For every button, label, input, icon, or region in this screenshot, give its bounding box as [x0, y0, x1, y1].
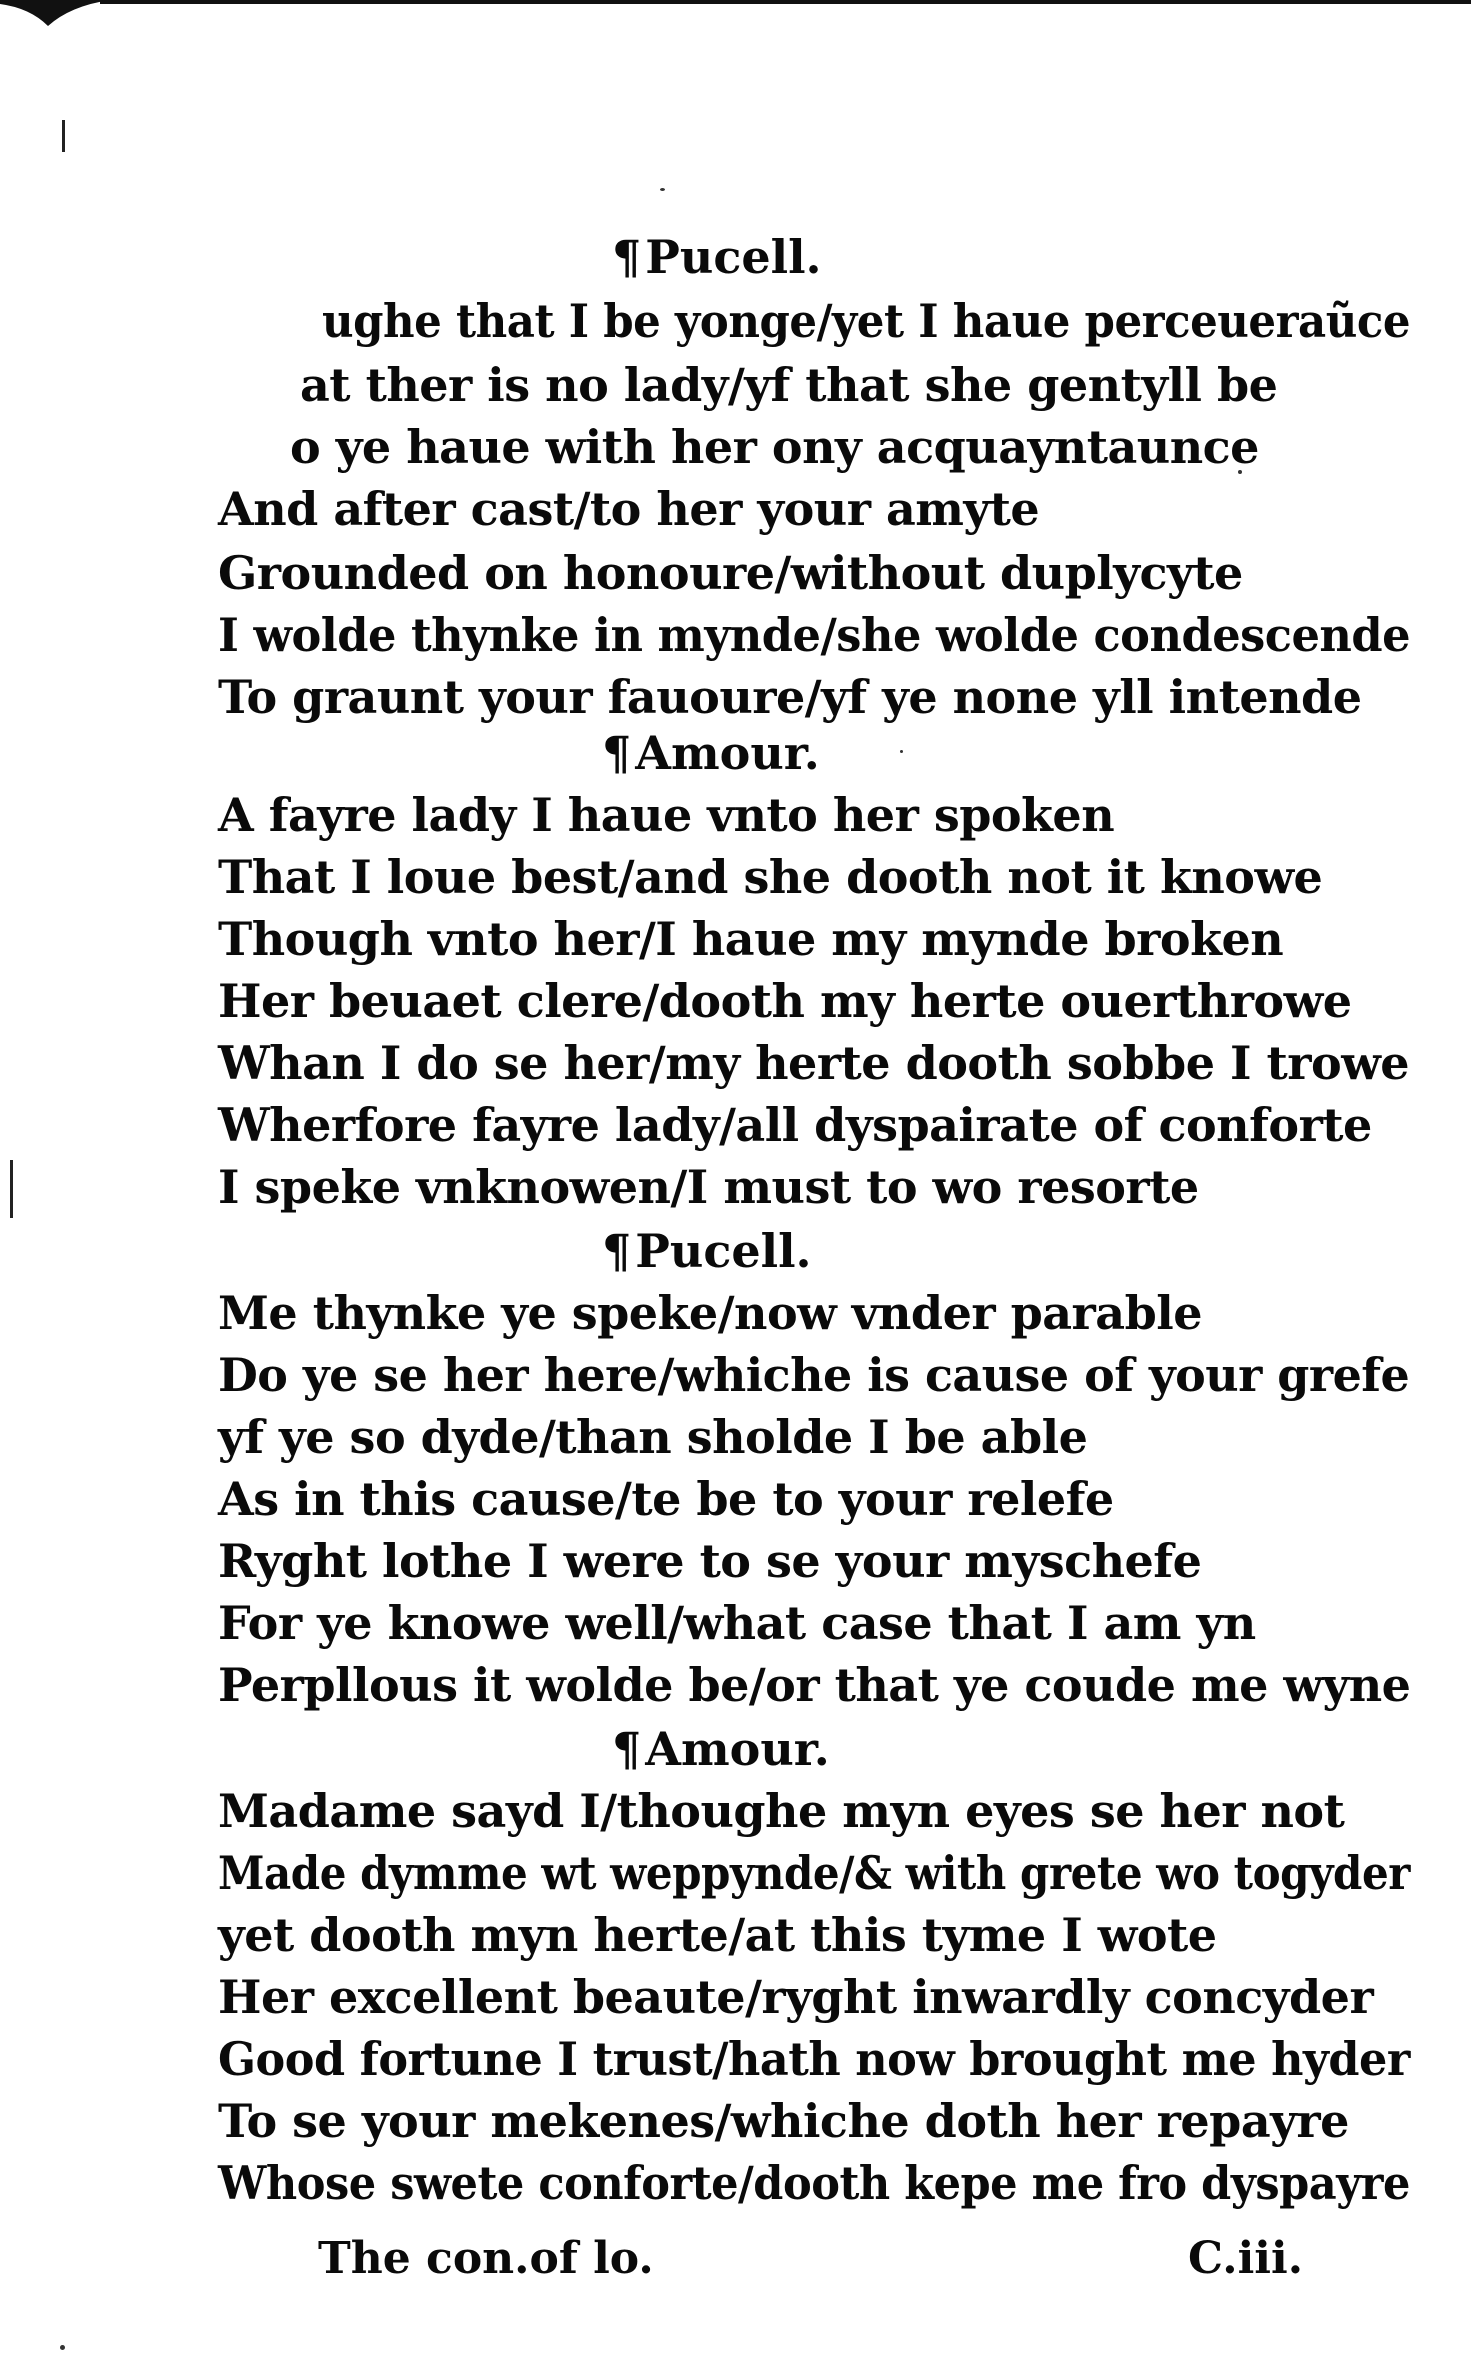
- verse-line: And after cast/to her your amyte: [218, 482, 1040, 536]
- margin-mark: [10, 1160, 13, 1218]
- verse-line: Madame sayd I/thoughe myn eyes se her not: [218, 1784, 1345, 1838]
- verse-line: That I loue best/and she dooth not it knowe: [218, 850, 1323, 904]
- pilcrow-mark: ¶: [612, 230, 642, 284]
- verse-line: Whose swete conforte/dooth kepe me fro dyspayre: [218, 2156, 1410, 2210]
- verse-line: For ye knowe well/what case that I am yn: [218, 1596, 1256, 1650]
- verse-line: Though vnto her/I haue my mynde broken: [218, 912, 1284, 966]
- speaker-name: Pucell.: [635, 1224, 812, 1278]
- verse-line: To se your mekenes/whiche doth her repayre: [218, 2094, 1349, 2148]
- top-edge-line: [100, 0, 1471, 4]
- signature-mark: C.iii.: [1188, 2233, 1304, 2284]
- speaker-heading: [612, 1720, 830, 1778]
- pilcrow-mark: ¶: [602, 1224, 632, 1278]
- verse-line: at ther is no lady/yf that she gentyll be: [300, 358, 1278, 412]
- speaker-heading: [602, 724, 820, 782]
- speaker-name: Amour.: [645, 1722, 830, 1776]
- verse-line: Good fortune I trust/hath now brought me hyder: [218, 2032, 1410, 2086]
- speaker-heading: [612, 228, 822, 286]
- verse-line: I wolde thynke in mynde/she wolde condescende: [218, 608, 1411, 662]
- speaker-heading: [602, 1222, 812, 1280]
- verse-line: yet dooth myn herte/at this tyme I wote: [218, 1908, 1217, 1962]
- ink-speck: [60, 2345, 65, 2350]
- verse-line: ughe that I be yonge/yet I haue perceueraũce: [322, 294, 1411, 348]
- verse-line: I speke vnknowen/I must to wo resorte: [218, 1160, 1199, 1214]
- speaker-name: Amour.: [635, 726, 820, 780]
- ink-speck: [660, 188, 665, 191]
- verse-line: Her beuaet clere/dooth my herte ouerthrowe: [218, 974, 1352, 1028]
- catchword: The con.of lo.: [318, 2233, 654, 2284]
- verse-line: Me thynke ye speke/now vnder parable: [218, 1286, 1203, 1340]
- verse-line: o ye haue with her ony acquayntaunce: [290, 420, 1259, 474]
- verse-line: Ryght lothe I were to se your myschefe: [218, 1534, 1202, 1588]
- ink-speck: [900, 750, 903, 753]
- speaker-name: Pucell.: [645, 230, 822, 284]
- verse-line: As in this cause/te be to your relefe: [218, 1472, 1114, 1526]
- verse-line: Do ye se her here/whiche is cause of your grefe: [218, 1348, 1410, 1402]
- pilcrow-mark: ¶: [612, 1722, 642, 1776]
- verse-line: A fayre lady I haue vnto her spoken: [218, 788, 1115, 842]
- verse-line: Whan I do se her/my herte dooth sobbe I trowe: [218, 1036, 1410, 1090]
- verse-line: Wherfore fayre lady/all dyspairate of conforte: [218, 1098, 1372, 1152]
- verse-line: Made dymme wt weppynde/& with grete wo togyder: [218, 1846, 1410, 1900]
- pilcrow-mark: ¶: [602, 726, 632, 780]
- verse-line: yf ye so dyde/than sholde I be able: [218, 1410, 1088, 1464]
- verse-line: Grounded on honoure/without duplycyte: [218, 546, 1243, 600]
- verse-line: Her excellent beaute/ryght inwardly concyder: [218, 1970, 1374, 2024]
- verse-line: To graunt your fauoure/yf ye none yll intende: [218, 670, 1362, 724]
- margin-mark: [62, 120, 65, 152]
- corner-scan-artifact: [0, 0, 110, 30]
- verse-line: Perpllous it wolde be/or that ye coude me wyne: [218, 1658, 1411, 1712]
